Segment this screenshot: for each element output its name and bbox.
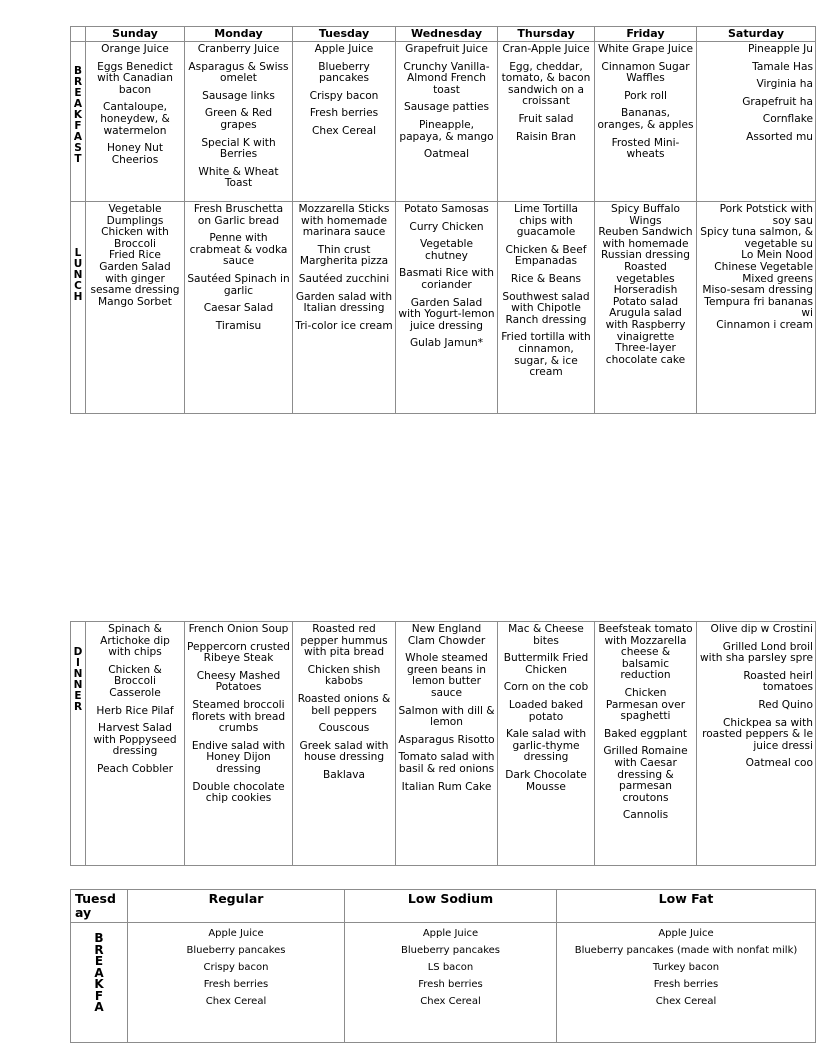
menu-cell (697, 622, 816, 866)
day-header: Tuesday (293, 27, 396, 42)
day-header: Friday (595, 27, 697, 42)
breakfast-label (71, 923, 128, 1043)
menu-item: Chicken shish kabobs (307, 663, 381, 688)
menu-item: Chinese Vegetable (714, 260, 813, 273)
comparison-day-label: Tuesday (71, 890, 128, 923)
dinner-label (71, 622, 86, 866)
menu-item: White Grape Juice (598, 43, 693, 55)
menu-item: Chex Cereal (311, 124, 377, 137)
label-letter: F (74, 120, 82, 132)
menu-item: Grilled Romaine with Caesar dressing & parmesan croutons (603, 745, 688, 804)
menu-item: Fresh berries (309, 107, 379, 120)
menu-item: Kale salad with garlic-thyme dressing (505, 728, 587, 764)
menu-item: Garden Salad with Yogurt-lemon juice dressing (398, 296, 495, 332)
menu-item: Fried Rice (109, 249, 161, 262)
menu-item: Raisin Bran (516, 130, 576, 143)
menu-item: Tri-color ice cream (295, 319, 393, 332)
menu-item: Frosted Mini-wheats (611, 136, 680, 161)
label-letter: I (76, 657, 80, 669)
menu-item: Assorted mu (746, 130, 813, 143)
menu-item: Mac & Cheese bites (508, 623, 584, 647)
label-letter: B (94, 931, 104, 945)
menu-item: Miso-sesam dressing (702, 284, 813, 297)
label-letter: N (73, 668, 83, 680)
menu-item: Apple Juice (314, 43, 374, 55)
day-header: Monday (185, 27, 293, 42)
menu-item: Red Quino (758, 698, 813, 711)
diet-item: Chex Cereal (205, 996, 267, 1007)
menu-item: Spinach & Artichoke dip with chips (100, 623, 170, 659)
menu-item: Fruit salad (518, 112, 574, 125)
low-sodium-column (345, 923, 557, 1043)
menu-cell (293, 622, 396, 866)
menu-cell (595, 42, 697, 202)
menu-item: Harvest Salad with Poppyseed dressing (93, 722, 177, 758)
menu-item: New England Clam Chowder (407, 623, 486, 647)
menu-cell (185, 42, 293, 202)
menu-item: Cheesy Mashed Potatoes (196, 669, 281, 694)
diet-item: Blueberry pancakes (186, 945, 286, 956)
menu-item: Steamed broccoli florets with bread crumbs (191, 698, 286, 735)
label-letter: B (73, 65, 82, 77)
menu-cell (293, 202, 396, 414)
label-letter: K (94, 977, 104, 991)
menu-cell (498, 622, 595, 866)
menu-item: Beefsteak tomato with Mozzarella cheese & balsamic reduction (598, 623, 693, 682)
label-letter: N (73, 679, 83, 691)
menu-item: Horseradish Potato salad (612, 284, 679, 308)
menu-item: Peach Cobbler (96, 762, 174, 775)
weekly-menu-table (70, 26, 816, 414)
menu-item: Roasted heirl tomatoes (743, 669, 813, 694)
menu-cell (595, 622, 697, 866)
menu-item: Egg, cheddar, tomato, & bacon sandwich on a croissant (501, 60, 591, 108)
menu-item: Sausage links (202, 89, 275, 102)
menu-item: Chicken & Beef Empanadas (505, 243, 587, 268)
label-letter: R (73, 701, 83, 713)
diet-item: Crispy bacon (203, 962, 269, 973)
menu-item: Cran-Apple Juice (502, 43, 590, 55)
menu-item: Baked eggplant (603, 727, 688, 740)
column-header-low-sodium: Low Sodium (345, 890, 557, 923)
menu-item: Penne with crabmeat & vodka sauce (189, 232, 288, 268)
diet-item: Apple Juice (658, 928, 714, 939)
label-letter: S (74, 142, 82, 154)
diet-item: Blueberry pancakes (made with nonfat milk) (574, 945, 798, 956)
label-letter: C (74, 280, 82, 292)
menu-item: White & Wheat Toast (198, 165, 279, 190)
menu-item: Cinnamon Sugar Waffles (601, 60, 690, 85)
menu-item: Cantaloupe, honeydew, & watermelon (100, 101, 170, 137)
diet-item: Turkey bacon (652, 962, 720, 973)
menu-item: Chicken Parmesan over spaghetti (605, 686, 686, 723)
menu-item: Mango Sorbet (98, 295, 172, 308)
menu-item: Corn on the cob (503, 681, 589, 694)
label-letter: E (74, 87, 82, 99)
menu-item: Reuben Sandwich with homemade Russian dressing (598, 226, 693, 262)
menu-item: Buttermilk Fried Chicken (503, 652, 589, 676)
diet-item: Fresh berries (418, 979, 483, 990)
menu-item: Crispy bacon (309, 89, 379, 102)
menu-cell (396, 622, 498, 866)
menu-item: Special K with Berries (201, 136, 276, 161)
menu-item: vegetable su (744, 237, 813, 250)
label-letter: R (73, 76, 83, 88)
menu-cell (86, 202, 185, 414)
menu-item: Cannolis (622, 809, 669, 822)
menu-item: Loaded baked potato (508, 698, 584, 723)
menu-item: Vegetable chutney (419, 238, 473, 262)
label-letter: E (94, 954, 104, 968)
label-letter: A (73, 131, 83, 143)
label-letter: U (73, 258, 83, 270)
menu-item: Honey Nut Cheerios (106, 142, 164, 166)
regular-column (128, 923, 345, 1043)
menu-item: Sausage patties (403, 101, 490, 114)
menu-item: Cranberry Juice (197, 43, 280, 55)
menu-item: Cinnamon i cream (716, 318, 813, 331)
menu-item: Caesar Salad (203, 302, 274, 315)
diet-comparison-table (70, 889, 816, 1043)
menu-item: Vegetable Dumplings (106, 203, 164, 227)
menu-item: Endive salad with Honey Dijon dressing (191, 739, 286, 775)
menu-item: Mozzarella Sticks with homemade marinara sauce (298, 203, 390, 239)
menu-item: Three-layer chocolate cake (605, 342, 686, 366)
menu-item: Tomato salad with basil & red onions (398, 751, 495, 775)
menu-item: Fresh Bruschetta on Garlic bread (193, 203, 284, 227)
menu-item: Orange Juice (101, 43, 169, 55)
menu-item: Greek salad with house dressing (299, 739, 389, 764)
menu-item: Pork Potstick with soy sau (719, 203, 813, 227)
menu-cell (86, 622, 185, 866)
menu-item: Baklava (322, 768, 366, 781)
diet-item: Apple Juice (208, 928, 264, 939)
diet-item: Apple Juice (422, 928, 479, 939)
menu-item: Gulab Jamun* (409, 337, 484, 350)
label-letter: T (74, 153, 82, 165)
label-letter: A (73, 98, 83, 110)
label-letter: K (73, 109, 83, 121)
menu-cell (697, 42, 816, 202)
menu-item: Eggs Benedict with Canadian bacon (97, 60, 173, 96)
menu-item: Chicken & Broccoli Casserole (108, 663, 162, 699)
menu-item: Sautéed zucchini (298, 272, 390, 285)
label-letter: A (94, 1000, 104, 1014)
menu-item: Mixed greens (742, 272, 813, 285)
menu-cell (498, 42, 595, 202)
menu-item: Garden salad with Italian dressing (295, 290, 393, 315)
menu-item: Oatmeal (423, 148, 470, 161)
menu-item: Fried tortilla with cinnamon, sugar, & ice cream (501, 331, 591, 379)
label-letter: A (94, 965, 104, 980)
menu-item: Pork roll (624, 89, 667, 102)
day-header-row (71, 27, 816, 42)
diet-item: Fresh berries (653, 979, 719, 990)
menu-item: Green & Red grapes (204, 107, 273, 131)
menu-item: Double chocolate chip cookies (192, 780, 285, 805)
menu-item: Arugula salad with Raspberry vinaigrette (605, 307, 686, 343)
label-letter: E (74, 690, 82, 702)
menu-item: Spicy tuna salmon, & (700, 226, 813, 239)
menu-cell (185, 622, 293, 866)
column-header-low-fat: Low Fat (557, 890, 816, 923)
menu-item: Italian Rum Cake (401, 780, 492, 793)
menu-item: Grapefruit Juice (405, 43, 488, 55)
menu-item: Chicken with Broccoli (101, 226, 169, 250)
diet-item: Chex Cereal (420, 996, 481, 1007)
diet-item: Chex Cereal (655, 996, 717, 1007)
menu-item: Thin crust Margherita pizza (299, 243, 389, 268)
menu-item: Couscous (318, 722, 370, 735)
menu-item: Roasted red pepper hummus with pita bread (300, 623, 388, 659)
label-letter: R (94, 942, 104, 957)
menu-item: Basmati Rice with coriander (398, 267, 495, 291)
menu-item: Virginia ha (756, 78, 813, 91)
menu-item: Herb Rice Pilaf (96, 704, 174, 717)
menu-item: Rice & Beans (510, 272, 582, 285)
menu-item: Potato Samosas (404, 203, 489, 215)
menu-item: Tempura fri bananas wi (704, 295, 813, 320)
column-header-regular: Regular (128, 890, 345, 923)
menu-cell (697, 202, 816, 414)
lunch-row (71, 202, 816, 414)
menu-item: Dark Chocolate Mousse (505, 768, 587, 793)
menu-item: Roasted onions & bell peppers (297, 692, 391, 717)
diet-item: Fresh berries (203, 979, 269, 990)
corner-cell (71, 27, 86, 42)
label-letter: F (94, 988, 104, 1003)
menu-item: Spicy Buffalo Wings (610, 203, 681, 227)
menu-item: Chickpea sa with roasted peppers & le juice dressi (702, 716, 813, 752)
day-header: Thursday (498, 27, 595, 42)
breakfast-label (71, 42, 86, 202)
day-header: Saturday (697, 27, 816, 42)
menu-item: Tamale Has (752, 60, 813, 73)
menu-item: Curry Chicken (409, 220, 484, 233)
menu-cell (396, 42, 498, 202)
menu-item: Pineapple, papaya, & mango (399, 118, 494, 143)
menu-cell (396, 202, 498, 414)
menu-item: Lime Tortilla chips with guacamole (513, 203, 579, 239)
menu-item: Grilled Lond broil with sha parsley spre (699, 640, 813, 665)
menu-item: Peppercorn crusted Ribeye Steak (187, 640, 290, 665)
menu-item: Sautéed Spinach in garlic (187, 272, 290, 297)
menu-item: Grapefruit ha (742, 95, 813, 108)
menu-item: Southwest salad with Chipotle Ranch dressing (502, 290, 590, 326)
menu-item: Whole steamed green beans in lemon butter sauce (405, 652, 488, 699)
menu-item: Cornflake (762, 113, 813, 126)
menu-item: Asparagus & Swiss omelet (188, 60, 289, 85)
breakfast-row (71, 42, 816, 202)
diet-item: Blueberry pancakes (400, 945, 500, 956)
menu-item: Roasted vegetables (616, 260, 675, 285)
menu-item: Oatmeal coo (745, 757, 813, 770)
menu-item: French Onion Soup (188, 623, 289, 635)
label-letter: D (73, 646, 83, 658)
menu-item: Tiramisu (215, 319, 262, 332)
day-header: Wednesday (396, 27, 498, 42)
label-letter: L (74, 247, 82, 259)
low-fat-column (557, 923, 816, 1043)
menu-item: Asparagus Risotto (398, 733, 495, 746)
menu-cell (293, 42, 396, 202)
menu-item: Lo Mein Nood (741, 249, 813, 262)
menu-item: Crunchy Vanilla-Almond French toast (403, 60, 490, 96)
menu-item: Salmon with dill & lemon (398, 704, 495, 729)
menu-cell (86, 42, 185, 202)
diet-item: LS bacon (427, 962, 474, 973)
menu-item: Garden Salad with ginger sesame dressing (90, 260, 180, 297)
dinner-row (71, 622, 816, 866)
comparison-header-row (71, 890, 816, 923)
label-letter: H (73, 291, 83, 303)
menu-cell (185, 202, 293, 414)
menu-item: Pineapple Ju (748, 43, 813, 55)
label-letter: N (73, 269, 83, 281)
comparison-breakfast-row (71, 923, 816, 1043)
menu-cell (595, 202, 697, 414)
menu-item: Blueberry pancakes (318, 60, 370, 85)
menu-item: Bananas, oranges, & apples (597, 107, 694, 131)
menu-cell (498, 202, 595, 414)
lunch-label (71, 202, 86, 414)
dinner-menu-table (70, 621, 816, 866)
day-header: Sunday (86, 27, 185, 42)
menu-item: Olive dip w Crostini (710, 623, 813, 635)
